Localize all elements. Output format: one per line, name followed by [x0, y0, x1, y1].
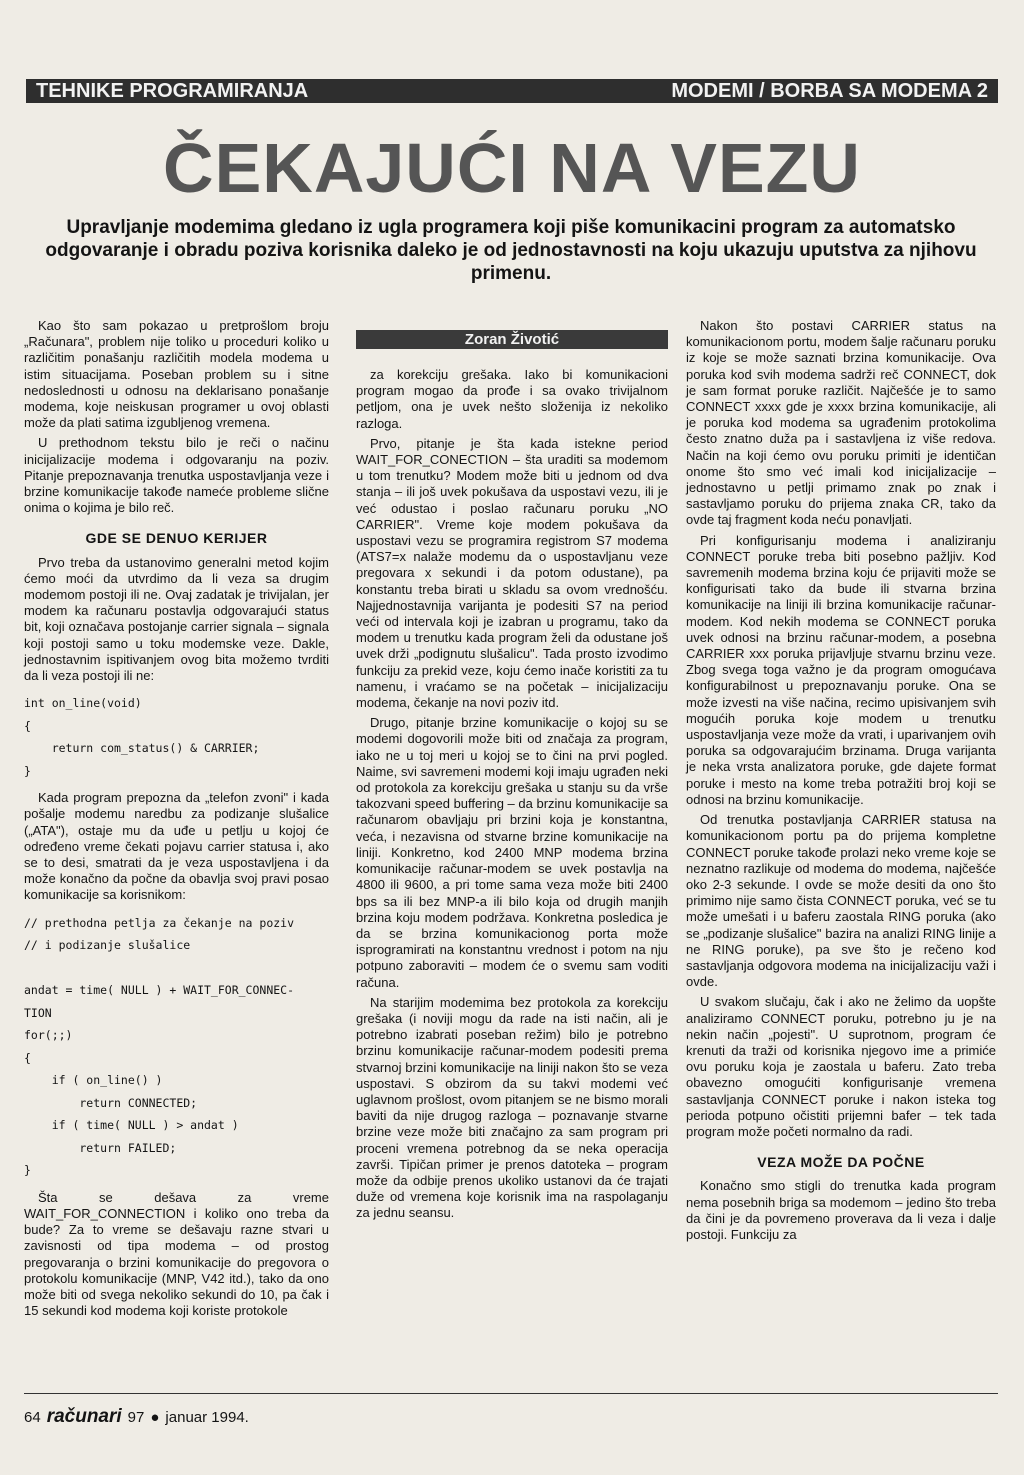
- paragraph: Kada program prepozna da „telefon zvoni" i kada pošalje modemu naredbu za podizanje slušalice („ATA"), ostaje mu da uđe u petlju u kojoj će određeno vreme čekati pojavu carrier statusa i, ako se to desi, smatrati da je veza uspostavljena i da može konačno da počne da obavlja svoj pravi posao komunikacije sa korisnikom:: [24, 790, 329, 903]
- column-1: [24, 318, 329, 1323]
- issue-number: 97: [127, 1409, 145, 1426]
- paragraph: Drugo, pitanje brzine komunikacije o kojoj su se modemi dogovorili može biti od značaja za program, iako ne u toj meri u kojoj se to čini na prvi pogled. Naime, svi savremeni modemi koji imaju ugrađen neki od protokola za korekciju grešaka u stanju su da vrše takozvani speed buffering – da brzinu komunikacije sa računarom obavljaju pri brzini koja je konstantna, veća, i nezavisna od stvarne brzine komunikacije na liniji. Konkretno, kod 2400 MNP modema brzina komunikacije računar-modem se uvek postavlja na 4800 ili 9600, a pri tome sama veza može biti 2400 bps sa ili bez MNP-a ili bilo koja od drugih manjih brzina koju modem podržava. Konkretna posledica je da se brzina komunikacionog porta može isprogramirati na konstantnu vrednost i potom na nju potpuno zaboraviti – modem će o svemu sam voditi računa.: [356, 715, 668, 990]
- issue-date: januar 1994.: [165, 1409, 249, 1426]
- paragraph: U svakom slučaju, čak i ako ne želimo da uopšte analiziramo CONNECT poruku, potrebno ju je na nekin način „pojesti". U suprotnom, program će krenuti da traži od korisnika njegovo ime a primiće ovu poruku koja je zaostala u baferu. Zato treba obavezno omogućiti konfigurisanje vremena sastavljanja CONNECT poruke i nakon isteka tog perioda potpuno očistiti prijemni bafer – tek tada program može početi normalno da radi.: [686, 994, 996, 1139]
- column-3: [686, 318, 996, 1247]
- footer-rule: [24, 1393, 998, 1394]
- paragraph: Konačno smo stigli do trenutka kada program nema posebnih briga sa modemom – jedino što treba da čini je da povremeno proverava da li veza i dalje postoji. Funkciju za: [686, 1178, 996, 1242]
- series-label: MODEMI / BORBA SA MODEMA 2: [671, 80, 988, 102]
- subheading: VEZA MOŽE DA POČNE: [757, 1154, 925, 1171]
- paragraph: U prethodnom tekstu bilo je reči o načinu inicijalizacije modema i odgovaranju na poziv. Pitanje prepoznavanja trenutka uspostavljanja veze i brzine komunikacije takođe nameće probleme slične onima o kojima je bilo reč.: [24, 435, 329, 516]
- section-label: TEHNIKE PROGRAMIRANJA: [36, 80, 309, 102]
- column-2: [356, 318, 668, 1226]
- bullet-icon: ●: [150, 1409, 160, 1426]
- paragraph: Prvo treba da ustanovimo generalni metod kojim ćemo moći da utvrdimo da li veza sa drugim modemom postoji ili ne. Ovaj zadatak je trivijalan, jer modem ka računaru postavlja odgovarajući status bit, koji označava postojanje carrier signala – signala koji postoji samo u toku modemske veze. Dakle, jednostavnim ispitivanjem ovog bita možemo tvrditi da li veza postoji ili ne:: [24, 554, 329, 684]
- paragraph: Od trenutka postavljanja CARRIER statusa na komunikacionom portu pa do prijema kompletne CONNECT poruke takođe prolazi neko vreme koje se neznatno razlikuje od modema do modema, najčešće oko 2-3 sekunde. I ovde se može desiti da ono što primimo nije samo čista CONNECT poruka, već se tu može umešati i u baferu zaostala RING poruka (ako se „podizanje slušalice" bazira na analizi RING linije a ne RING poruke), pa sve što je rečeno kod sastavljanja odgovora modema na inicijalizaciju važi i ovde.: [686, 812, 996, 990]
- paragraph: Šta se dešava za vreme WAIT_FOR_CONNECTION i koliko ono treba da bude? Za to vreme se dešavaju razne stvari u zavisnosti od tipa modema – od prostog pregovaranja o brzini komunikacije do pregovora o protokolu komunikacije (MNP, V42 itd.), tako da ono može biti od svega nekoliko sekundi do 10, pa čak i 15 sekundi kod modema koji koriste protokole: [24, 1189, 329, 1319]
- paragraph: za korekciju grešaka. Iako bi komunikacioni program mogao da prođe i sa ovako trivijalnom petljom, ona je uvek nešto složenija iz nekoliko razloga.: [356, 367, 668, 431]
- code-listing: int on_line(void) { return com_status() & CARRIER; }: [24, 696, 260, 778]
- author-byline: Zoran Životić: [356, 330, 668, 349]
- paragraph: Kao što sam pokazao u pretprošlom broju „Računara", problem nije toliko u proceduri koliko u različitim ponašanju različitih modela modema u istim situacijama. Poseban problem su i sitne nedoslednosti u odnosu na deklarisano ponašanje modema, koje neiskusan programer u ovoj oblasti može da plati satima izgubljenog vremena.: [24, 318, 329, 431]
- paragraph: Prvo, pitanje je šta kada istekne period WAIT_FOR_CONECTION – šta uraditi sa modemom u tom trenutku? Modem može biti u jednom od dva stanja – ili još uvek pokušava da uspostavi vezu, ili je već odustao i poslao računaru poruku „NO CARRIER". Vreme koje modem pokušava da uspostavi vezu se programira registrom S7 modema (ATS7=x nalaže modemu da o uspostavljanu veze pregovara x sekundi i da potom odustane), pa konstantu treba birati u skladu sa ovom vrednošću. Najjednostavnija varijanta je podesiti S7 na period veći od intervala koji je izabran u programu, tako da modem u trenutku kada program želi da odustane još uvek drži „podignutu slušalicu". Tada prosto izvodimo funkciju za prekid veze, koju ćemo inače koristiti za tu namenu, i vraćamo se na početak – inicijalizaciju modema, čekanje na novi poziv itd.: [356, 435, 668, 711]
- paragraph: Nakon što postavi CARRIER status na komunikacionom portu, modem šalje računaru poruku iz koje se može saznati brzina komunikacije. Ova poruka kod svih modema sadrži reč CONNECT, dok je sam format poruke različit. Najčešće je to samo CONNECT xxxx gde je xxxx brzina komunikacije, ali je poruka kod modema sa ugrađenim protokolima često znatno duža pa i sastavljena iz više redova. Način na koji ćemo ovu poruku primiti je identičan onome što smo već imali kod inicijalizacije – jednostavno u petlji primamo znak po znak i sastavljamo poruku do prijema znaka CR, tako da ovde taj fragment koda neću ponavljati.: [686, 318, 996, 528]
- section-header-bar: [26, 79, 998, 103]
- page-number: 64: [24, 1409, 41, 1426]
- article-lead: Upravljanje modemima gledano iz ugla programera koji piše komunikacini program za automatsko odgovaranje i obradu poziva korisnika daleko je od jednostavnosti na koju ukazuju uputstva za njihovu primenu.: [45, 217, 977, 284]
- paragraph: Na starijim modemima bez protokola za korekciju grešaka (i noviji mogu da rade na isti način, ali je potrebno izabrati poseban režim) bilo je potrebno brzinu komunikacije računar-modem podesiti prema stvarnoj brzini komunikacije na liniji nakon što se veza uspostavi. S obzirom da su takvi modemi već uglavnom prošlost, ovom pitanjem se ne bismo morali baviti da nije drugog razloga – poznavanje stvarne brzine veze može biti značajno za sam program pri proceni vremena potrebnog da se neka operacija završi. Tipičan primer je prenos datoteka – program može da odbije prenos ukoliko ustanovi da će trajati duže od vremena koje korisnik ima na raspolaganju za jednu seansu.: [356, 994, 668, 1221]
- paragraph: Pri konfigurisanju modema i analiziranju CONNECT poruke treba biti posebno pažljiv. Kod savremenih modema brzina koju će prijaviti može se konfigurisati tako da bude ili stvarna brzina komunikacije na liniji ili brzina komunikacije računar-modem. Kod nekih modema se CONNECT poruka uvek odnosi na brzinu računar-modem, a posebna CARRIER xxx poruka prijavljuje stvarnu brzinu veze. Zbog svega toga važno je da program omogućava konfigurabilnost u prepoznavanju poruke. Ona se može izvesti na više načina, recimo upisivanjem svih mogućih poruka koje modem u trenutku uspostavljanja veze može da vrati, i uparivanjem ovih poruka sa odgovarajućim brzinama. Druga varijanta je neka vrsta analizatora poruke, gde dajete format poruke i mesto na kome treba potražiti broj koji se odnosi na brzinu komunikacije.: [686, 532, 996, 807]
- subheading: GDE SE DENUO KERIJER: [85, 530, 268, 547]
- page-footer: [24, 1406, 249, 1428]
- magazine-logo: računari: [46, 1406, 122, 1427]
- code-listing: // prethodna petlja za čekanje na poziv // i podizanje slušalice andat = time( NULL ) + WAIT_FOR_CONNEC- TION for(;;) { if ( on_line() ) return CONNECTED; if ( time( NULL ) > andat ) return FAILED; }: [24, 915, 295, 1178]
- article-headline: ČEKAJUĆI NA VEZU: [163, 129, 861, 207]
